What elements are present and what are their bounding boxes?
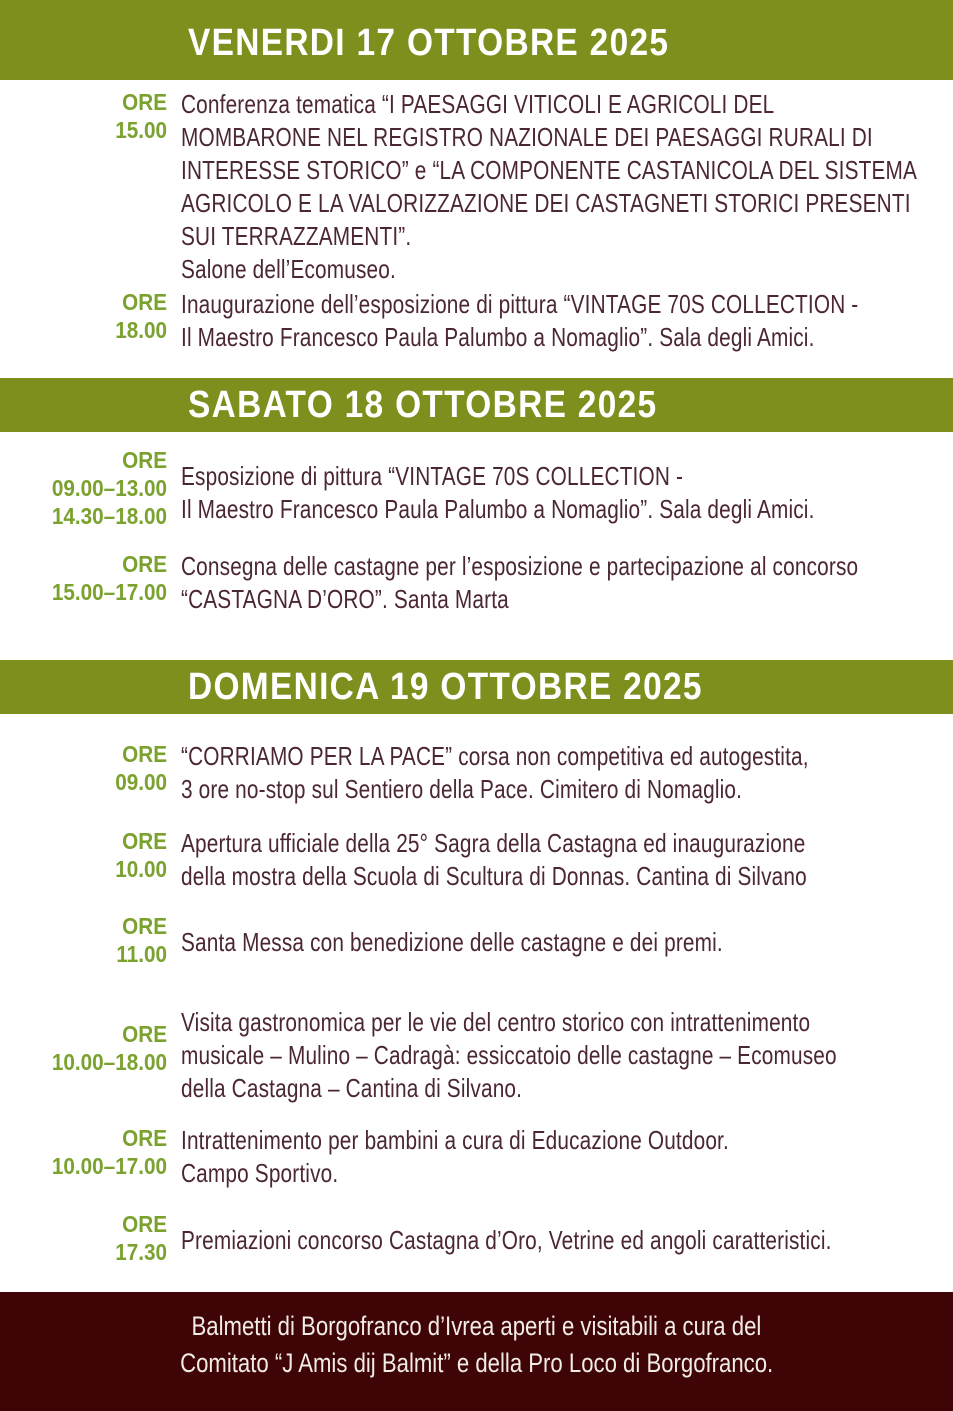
- time-line: ORE: [122, 447, 167, 473]
- day-title: SABATO 18 OTTOBRE 2025: [188, 383, 658, 426]
- desc-line: “CASTAGNA D’ORO”. Santa Marta: [181, 584, 509, 614]
- time-line: ORE: [122, 913, 167, 939]
- desc-line: SUI TERRAZZAMENTI”.: [181, 221, 412, 251]
- desc-line: musicale – Mulino – Cadragà: essiccatoio delle castagne – Ecomuseo: [181, 1040, 837, 1070]
- time-line: 18.00: [115, 317, 167, 343]
- day-title: VENERDI 17 OTTOBRE 2025: [188, 21, 670, 64]
- event-description: [181, 550, 858, 616]
- event-consegna-castagne: [0, 550, 953, 616]
- event-time: [17, 827, 167, 883]
- desc-line: Apertura ufficiale della 25° Sagra della Castagna ed inaugurazione: [181, 828, 806, 858]
- event-time: [17, 1210, 167, 1266]
- time-line: 09.00–13.00: [51, 475, 168, 501]
- time-line: ORE: [122, 741, 167, 767]
- event-time: [17, 446, 167, 530]
- event-corriamo-per-la-pace: [0, 740, 953, 806]
- time-line: ORE: [122, 551, 167, 577]
- event-description: [181, 288, 858, 354]
- event-time: [17, 88, 167, 144]
- desc-line: Premiazioni concorso Castagna d’Oro, Vetrine ed angoli caratteristici.: [181, 1225, 832, 1255]
- desc-line: Salone dell’Ecomuseo.: [181, 254, 396, 284]
- desc-line: della Castagna – Cantina di Silvano.: [181, 1073, 523, 1103]
- time-line: 10.00–17.00: [51, 1153, 168, 1179]
- day-header-venerdi: [0, 0, 953, 80]
- day-header-domenica: [0, 660, 953, 714]
- desc-line: Campo Sportivo.: [181, 1158, 339, 1188]
- event-description: [181, 1006, 837, 1105]
- footer-text-line: Comitato “J Amis dij Balmit” e della Pro Loco di Borgofranco.: [179, 1347, 774, 1378]
- event-conferenza-tematica: [0, 88, 953, 286]
- desc-line: INTERESSE STORICO” e “LA COMPONENTE CASTANICOLA DEL SISTEMA: [181, 155, 918, 185]
- event-description: [181, 1224, 832, 1257]
- event-inaugurazione-esposizione: [0, 288, 953, 354]
- time-line: 11.00: [116, 941, 167, 967]
- event-time: [17, 1020, 167, 1076]
- day-title: DOMENICA 19 OTTOBRE 2025: [188, 665, 703, 708]
- time-line: 10.00: [115, 856, 167, 882]
- time-line: 09.00: [115, 769, 167, 795]
- event-description: [181, 926, 723, 959]
- event-description: [181, 88, 917, 286]
- desc-line: Esposizione di pittura “VINTAGE 70S COLLECTION -: [181, 461, 684, 491]
- desc-line: AGRICOLO E LA VALORIZZAZIONE DEI CASTAGNETI STORICI PRESENTI: [181, 188, 911, 218]
- time-line: 15.00–17.00: [51, 579, 168, 605]
- desc-line: della mostra della Scuola di Scultura di Donnas. Cantina di Silvano: [181, 861, 807, 891]
- time-line: 14.30–18.00: [51, 503, 168, 529]
- event-esposizione-pittura: [0, 446, 953, 530]
- desc-line: Il Maestro Francesco Paula Palumbo a Nomaglio”. Sala degli Amici.: [181, 494, 815, 524]
- time-line: 17.30: [115, 1239, 167, 1265]
- event-apertura-sagra: [0, 827, 953, 893]
- desc-line: Conferenza tematica “I PAESAGGI VITICOLI E AGRICOLI DEL: [181, 89, 775, 119]
- time-line: ORE: [122, 89, 167, 115]
- desc-line: Il Maestro Francesco Paula Palumbo a Nomaglio”. Sala degli Amici.: [181, 322, 815, 352]
- event-time: [17, 740, 167, 796]
- time-line: ORE: [122, 1125, 167, 1151]
- event-description: [181, 740, 809, 806]
- event-santa-messa: [0, 912, 953, 968]
- desc-line: “CORRIAMO PER LA PACE” corsa non competitiva ed autogestita,: [181, 741, 809, 771]
- event-time: [17, 550, 167, 606]
- event-intrattenimento-bambini: [0, 1124, 953, 1190]
- time-line: ORE: [122, 1211, 167, 1237]
- event-description: [181, 1124, 729, 1190]
- time-line: ORE: [122, 828, 167, 854]
- event-description: [181, 827, 807, 893]
- event-time: [17, 1124, 167, 1180]
- desc-line: MOMBARONE NEL REGISTRO NAZIONALE DEI PAESAGGI RURALI DI: [181, 122, 873, 152]
- footer-text-line: Balmetti di Borgofranco d’Ivrea aperti e visitabili a cura del: [191, 1310, 762, 1341]
- event-time: [17, 912, 167, 968]
- time-line: 10.00–18.00: [51, 1049, 168, 1075]
- event-premiazioni-concorso: [0, 1210, 953, 1266]
- time-line: ORE: [122, 1021, 167, 1047]
- event-time: [17, 288, 167, 344]
- desc-line: Visita gastronomica per le vie del centro storico con intrattenimento: [181, 1007, 811, 1037]
- desc-line: Santa Messa con benedizione delle castagne e dei premi.: [181, 927, 723, 957]
- event-description: [181, 460, 815, 526]
- footer-banner: [0, 1292, 953, 1411]
- time-line: ORE: [122, 289, 167, 315]
- time-line: 15.00: [115, 117, 167, 143]
- event-visita-gastronomica: [0, 1006, 953, 1105]
- day-header-sabato: [0, 378, 953, 432]
- desc-line: Inaugurazione dell’esposizione di pittura “VINTAGE 70S COLLECTION -: [181, 289, 859, 319]
- desc-line: 3 ore no-stop sul Sentiero della Pace. Cimitero di Nomaglio.: [181, 774, 743, 804]
- desc-line: Intrattenimento per bambini a cura di Educazione Outdoor.: [181, 1125, 729, 1155]
- desc-line: Consegna delle castagne per l’esposizione e partecipazione al concorso: [181, 551, 859, 581]
